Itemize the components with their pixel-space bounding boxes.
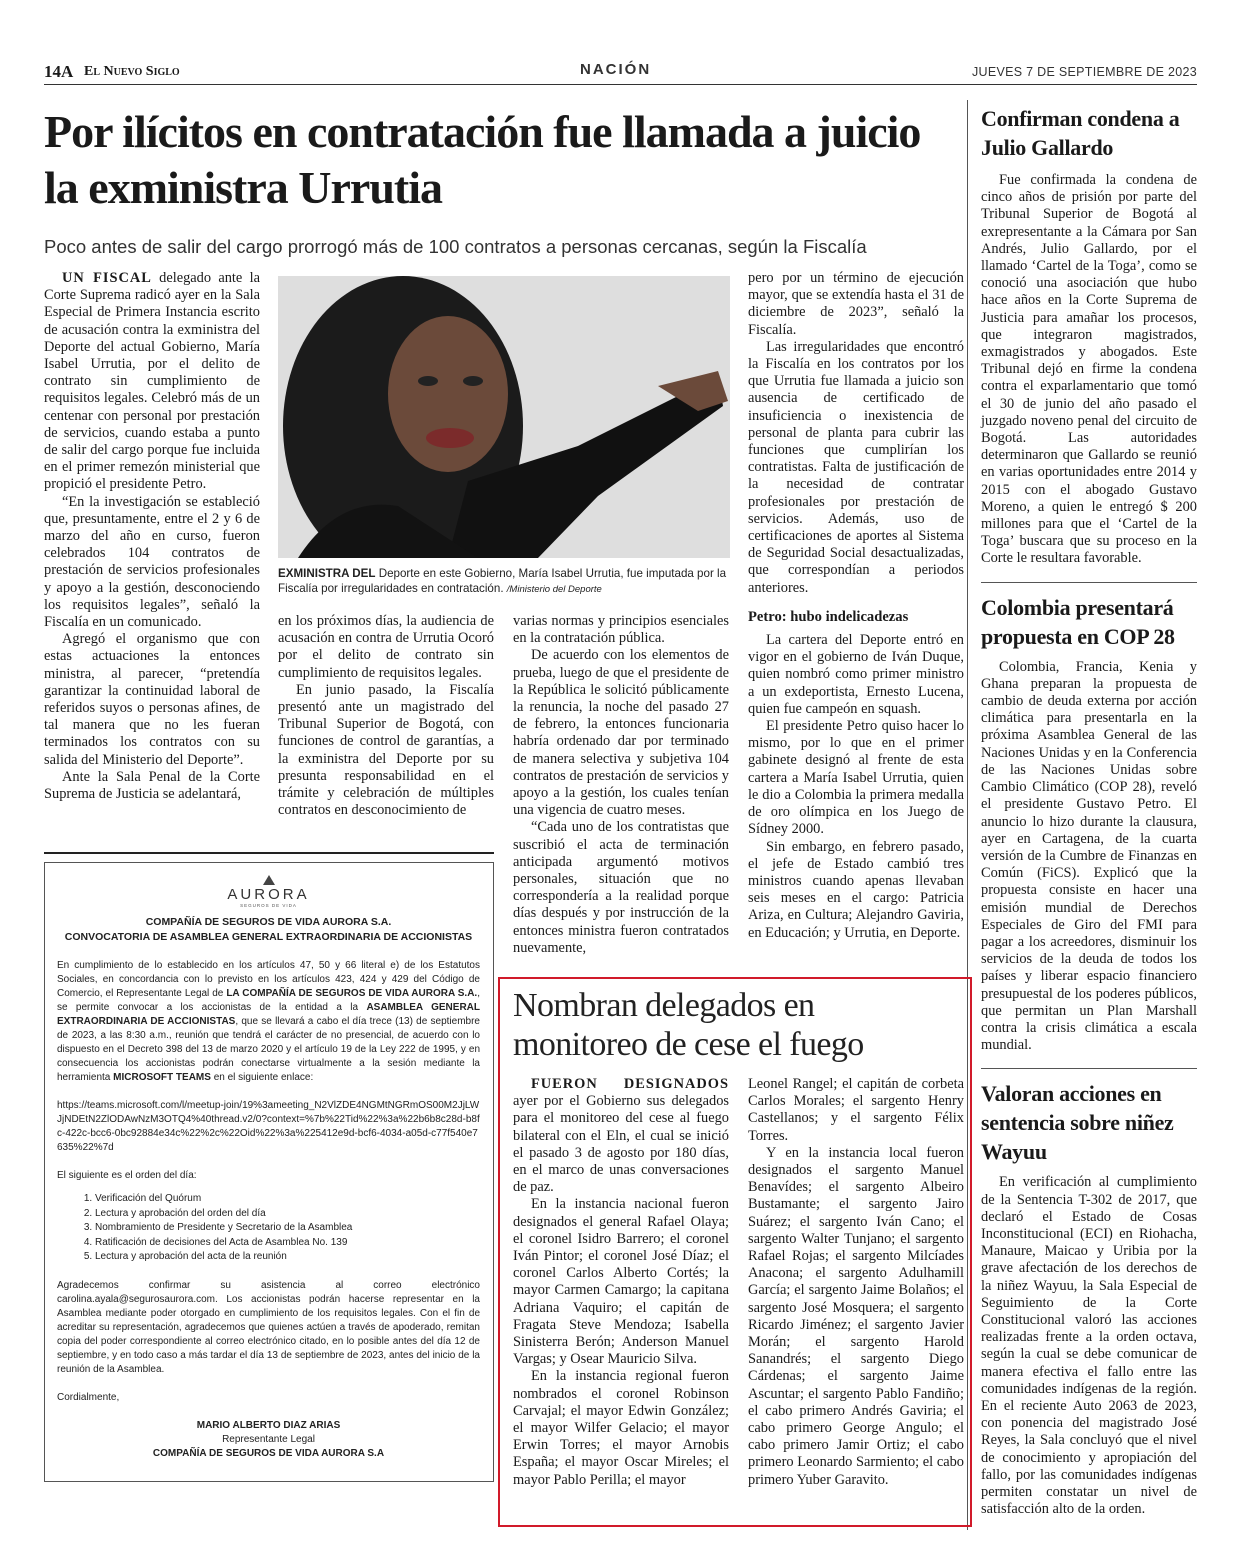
paragraph: UN FISCAL delegado ante la Corte Suprema radicó ayer en la Sala Especial de Primera Instancia escrito de acusación contra la exministra del Deporte del actual Gobierno, María Isabel Urrutia, por el delito de contrato sin cumplimiento de requisitos legales. Celebró más de un centenar con personal por prestación de servicios, cuando estaba a punto de salir del cargo porque fue incluida en el primer remezón ministerial que propició el presidente Petro. — [44, 270, 260, 493]
agenda-item: 2. Lectura y aprobación del orden del día — [95, 1207, 480, 1222]
sidebar-body: En verificación al cumplimiento de la Sentencia T-302 de 2017, que declaró el Estado de Cosas Inconstitucional (ECI) en Riohacha, Manaure, Maicao y Uribia por la grave afectación de los derechos de la niñez Wayuu, la Sala Especial de Seguimiento de la Corte Constitucional valoró las acciones realizadas frente a la orden octava, según la cual se debe comunicar de manera efectiva el fallo entre las comunidades indígenas de la región. En el reciente Auto 2063 de 2023, con ponencia del magistrado José Reyes, la Sala concluyó que el nivel de conocimiento y apropiación del fallo, por las comunidades indígenas permiten constatar un nivel de satisfacción alto de la orden. — [981, 1174, 1197, 1518]
main-subhead: Poco antes de salir del cargo prorrogó más de 100 contratos a personas cercanas, según la Fiscalía — [44, 236, 867, 257]
photo-caption: EXMINISTRA DEL Deporte en este Gobierno, María Isabel Urrutia, fue imputada por la Fiscalía por irregularidades en contratación. /Ministerio del Deporte — [278, 567, 727, 595]
section-subhead: Petro: hubo indelicadezas — [748, 608, 909, 625]
ad-content — [57, 915, 480, 1461]
boxed-headline: Nombran delegados en monitoreo de cese el fuego — [513, 987, 864, 1063]
lead-in: UN FISCAL — [62, 270, 152, 286]
ad-top-rule — [44, 852, 494, 854]
sidebar-rule — [981, 582, 1197, 583]
sidebar-rule — [981, 1068, 1197, 1069]
sidebar-title: Colombia presentará propuesta en COP 28 — [981, 594, 1175, 649]
photo-credit: /Ministerio del Deporte — [506, 584, 602, 595]
ad-box — [44, 862, 494, 1482]
sidebar-title: Valoran acciones en sentencia sobre niñez Wayuu — [981, 1081, 1174, 1165]
ad-closing: Cordialmente, — [57, 1391, 120, 1403]
paragraph: “En la investigación se estableció que, presuntamente, entre el 2 y 6 de marzo del año en curso, fueron celebrados 104 contratos de prestación de servicios profesionales y apoyo a la gestión, desconociendo los requisitos legales”, señaló la Fiscalía en un comunicado. — [44, 493, 260, 631]
sidebar-body: Colombia, Francia, Kenia y Ghana preparan la propuesta de cambio de deuda externa por acción climática para presentarla en la próxima Asamblea General de las Naciones Unidas y en la Conferencia de las Naciones Unidas sobre Cambio Climático (COP 28), reveló el presidente Gustavo Petro. El anuncio lo hizo durante la clausura, ayer en Cartagena, de la cuarta versión de la Cumbre de Finanzas en Común (FiCS). Explicó que la propuesta consiste en hacer una emisión mundial de Derechos Especiales de Giro del FMI para pagar a los acreedores, disminuir los servicios de la deuda de todos los países y liberar espacio financiero presupuestal de los poderes públicos, que permitan un Plan Marshall contra la crisis climática a escala mundial. — [981, 658, 1197, 1054]
paragraph: Y en la instancia local fueron designados el sargento Manuel Benavídes; el sargento Albeiro Bustamante; el sargento Jairo Suárez; el sargento Iván Cano; el sargento Walter Tunjano; el sargento Rafael Rojas; el sargento Milcíades Anacona; el sargento Adulhamill García; el sargento Jaime Bolaños; el sargento José Mosquera; el sargento Ricardo Jiménez; el sargento Javier Morán; el sargento Harold Sanandrés; el sargento Diego Cárdenas; el sargento Jaime Ascuntar; el sargento Pablo Fandiño; el cabo primero Andrés Gaviria; el cabo primero George Angulo; el cabo primero Jamir Ortiz; el cabo primero Leonardo Sarmiento; el cabo primero Yuber Garavito. — [748, 1144, 964, 1488]
paragraph: En la instancia regional fueron nombrados el coronel Robinson Carvajal; el mayor Edwin González; el mayor Wilfer Gelacio; el mayor Erwin Torres; el mayor Arnobis España; el mayor Oscar Mireles; el mayor Pablo Perilla; el mayor — [513, 1368, 729, 1488]
paragraph: FUERON DESIGNADOS ayer por el Gobierno sus delegados para el monitoreo del cese al fuego bilateral con el Eln, el cual se inició el pasado 3 de agosto por 180 días, en el marco de unas conversaciones de paz. — [513, 1076, 729, 1196]
paragraph: Agregó el organismo que con estas actuaciones la entonces ministra, al parecer, “pretendía garantizar la continuidad laboral de referidos suyos o personas afines, de tal manera que no les fueran terminados los contratos con su salida del Ministerio del Deporte”. — [44, 631, 260, 768]
signer-company: COMPAÑÍA DE SEGUROS DE VIDA AURORA S.A — [152, 1447, 385, 1459]
signer-role: Representante Legal — [222, 1433, 315, 1445]
agenda-item: 3. Nombramiento de Presidente y Secretario de la Asamblea — [95, 1221, 480, 1236]
sidebar-body: Fue confirmada la condena de cinco años de prisión por parte del Tribunal Superior de Bogotá al exrepresentante a la Cámara por San Andrés, Julio Gallardo, por el llamado ‘Cartel de la Toga’, como se conoció una asociación que hubo hace años en la Corte Suprema de Justicia para amañar los procesos, que integraron magistrados, exmagistrados y abogados. Este Tribunal dejó en firme la condena contra el exparlamentario que tomó el 30 de junio del año pasado el juzgado noveno penal del circuito de Bogotá. Las autoridades determinaron que Gallardo se reunió en varias oportunidades entre 2014 y 2015 con el abogado Gustavo Moreno, a quien le entregó $ 200 millones para que el ‘Cartel de la Toga’ buscara que su proceso en la Corte le resultara favorable. — [981, 172, 1197, 567]
ad-title-2: CONVOCATORIA DE ASAMBLEA GENERAL EXTRAORDINARIA DE ACCIONISTAS — [64, 931, 473, 943]
paragraph: De acuerdo con los elementos de prueba, luego de que el presidente de la República le solicitó públicamente la renuncia, la noche del pasado 27 de febrero, la entonces funcionaria habría ordenado dar por terminado de manera selectiva y subjetiva 104 contratos de prestación de servicios y apoyo a la gestión, los cuales tenían una vigencia de cuatro meses. — [513, 647, 729, 819]
caption-lead: EXMINISTRA DEL — [278, 567, 376, 580]
teams-link[interactable]: https://teams.microsoft.com/l/meetup-join/19%3ameeting_N2VlZDE4NGMtNGRmOS00M2JjLWJjNDEtN2ZlODAwNzM3OTQ4%40thread.v2/0?context=%7b%22Tid%22%3a%22b6b8c28d-b8fc-422c-bcc6-0bc92884e34c%22%2c%22Oid%22%3a%225412e9d-bcf6-4034-a05d-c77f540e7635%22%7d — [57, 1100, 480, 1153]
logo-text: AURORA — [227, 886, 310, 903]
paragraph: La cartera del Deporte entró en vigor en el gobierno de Iván Duque, quien nombró como primer ministro a un exdeportista, Ernesto Lucena, quien fue campeón en squash. — [748, 632, 964, 717]
page-number: 14A — [44, 62, 74, 81]
portrait-illustration — [278, 276, 730, 558]
agenda-item: 4. Ratificación de decisiones del Acta de Asamblea No. 139 — [95, 1236, 480, 1251]
page-header — [44, 60, 1197, 84]
main-col-4 — [748, 270, 964, 942]
ad-paragraph: Agradecemos confirmar su asistencia al correo electrónico carolina.ayala@segurosaurora.com. Los accionistas podrán hacerse representar en la Asamblea mediante poder otorgado en cumplimiento de los requisitos legales. Con el fin de acreditar su representación, agradecemos que quienes actúen a través de apoderado, remitan copia del poder correspondiente al correo electrónico citado, en lo posible antes del día 12 de septiembre, y en todo caso a más tardar el día 13 de septiembre de 2023, antes del inicio de la reunión de la Asamblea. — [57, 1279, 480, 1375]
paragraph: varias normas y principios esenciales en la contratación pública. — [513, 613, 729, 647]
main-col-1 — [44, 270, 260, 803]
logo-tagline: SEGUROS DE VIDA — [240, 903, 297, 908]
sidebar-title: Confirman condena a Julio Gallardo — [981, 106, 1180, 160]
agenda-item: 1. Verificación del Quórum — [95, 1192, 480, 1207]
main-col-3 — [513, 613, 729, 957]
agenda-item: 5. Lectura y aprobación del acta de la reunión — [95, 1250, 480, 1265]
agenda-intro: El siguiente es el orden del día: — [57, 1170, 197, 1181]
paragraph: Ante la Sala Penal de la Corte Suprema de Justicia se adelantará, — [44, 768, 260, 803]
paragraph: en los próximos días, la audiencia de acusación en contra de Urrutia Ocoró por el delito de contrato sin cumplimiento de requisitos legales. — [278, 613, 494, 681]
main-headline: Por ilícitos en contratación fue llamada a juicio la exministra Urrutia — [44, 106, 921, 213]
paragraph: Las irregularidades que encontró la Fiscalía en los contratos por los que Urrutia fue llamada a juicio son ausencia de certificado de insuficiencia o inexistencia de personal de planta para cubrir las funciones que cumplirían los contratistas. Falta de justificación de la necesidad de contratar profesionales por prestación de servicios. Además, uso de certificaciones de aportes al Sistema de Seguridad Social desactualizadas, que correspondían a periodos anteriores. — [748, 338, 964, 596]
boxed-col-2 — [748, 1076, 964, 1489]
ad-signature — [57, 1419, 480, 1461]
main-col-2 — [278, 613, 494, 819]
boxed-col-1 — [513, 1076, 729, 1489]
newspaper-name: El Nuevo Siglo — [84, 64, 180, 79]
paragraph: En junio pasado, la Fiscalía presentó ante un magistrado del Tribunal Superior de Bogotá, con funciones de control de garantías, a la exministra del Deporte por su presunta responsabilidad en el trámite y celebración de múltiples contratos en desconocimiento de — [278, 681, 494, 819]
signer-name: MARIO ALBERTO DIAZ ARIAS — [196, 1419, 341, 1431]
sidebar — [981, 104, 1197, 1518]
paragraph: “Cada uno de los contratistas que suscribió el acta de terminación anticipada argumentó motivos personales, situación que no correspondería a la realidad porque días después y por instrucción de la entonces ministra fueron contratados nuevamente, — [513, 819, 729, 956]
ad-title-1: COMPAÑÍA DE SEGUROS DE VIDA AURORA S.A. — [145, 916, 392, 928]
section-name: NACIÓN — [580, 61, 652, 78]
aurora-logo — [45, 875, 492, 908]
paragraph: En la instancia nacional fueron designados el general Rafael Olaya; el coronel Isidro Barrero; el coronel Iván Pintor; el coronel José Díaz; el coronel Carlos Alberto Cortés; la mayor Carmen Camargo; la capitana Adriana Vaquiro; el capitán de Fragata Steve Mendoza; Isabella Sinisterra Berón; Anderson Manuel Vargas; y Osear Mauricio Silva. — [513, 1196, 729, 1368]
ad-paragraph: En cumplimiento de lo establecido en los artículos 47, 50 y 66 literal e) de los Estatutos Sociales, en concordancia con lo previsto en los artículos 423, 424 y 429 del Código de Comercio, el Representante Legal de LA COMPAÑÍA DE SEGUROS DE VIDA AURORA S.A., se permite convocar a los accionistas de la entidad a la ASAMBLEA GENERAL EXTRAORDINARIA DE ACCIONISTAS, que se llevará a cabo el día trece (13) de septiembre de 2023, a las 8:30 a.m., reunión que tendrá el carácter de no presencial, de acuerdo con lo dispuesto en el Decreto 398 del 13 de marzo 2020 y el artículo 19 de la Ley 222 de 1995, y en consecuencia los accionistas podrán conectarse virtualmente a la sesión mediante la herramienta MICROSOFT TEAMS en el siguiente enlace: — [57, 960, 480, 1083]
paragraph: El presidente Petro quiso hacer lo mismo, por lo que en el primer gabinete designó al frente de esta cartera a María Isabel Urrutia, quien le dio a Colombia la primera medalla de oro olímpica en los Juego de Sídney 2000. — [748, 718, 964, 838]
agenda-list — [57, 1192, 480, 1265]
issue-date: JUEVES 7 DE SEPTIEMBRE DE 2023 — [971, 65, 1197, 79]
paragraph: pero por un término de ejecución mayor, que se extendía hasta el 31 de diciembre de 2023”, señaló la Fiscalía. — [748, 270, 964, 338]
paragraph: Leonel Rangel; el capitán de corbeta Carlos Morales; el sargento Henry Castellanos; y el sargento Félix Torres. — [748, 1076, 964, 1144]
article-photo — [278, 276, 730, 558]
logo-mark-icon — [263, 875, 275, 885]
paragraph: Sin embargo, en febrero pasado, el jefe de Estado cambió tres ministros cuando apenas llevaban seis meses en el cargo: Patricia Ariza, en Cultura; Alejandro Gaviria, en Educación; y Urrutia, en Deporte. — [748, 838, 964, 941]
lead-in: FUERON DESIGNADOS — [531, 1076, 729, 1092]
header-rule — [44, 84, 1197, 85]
